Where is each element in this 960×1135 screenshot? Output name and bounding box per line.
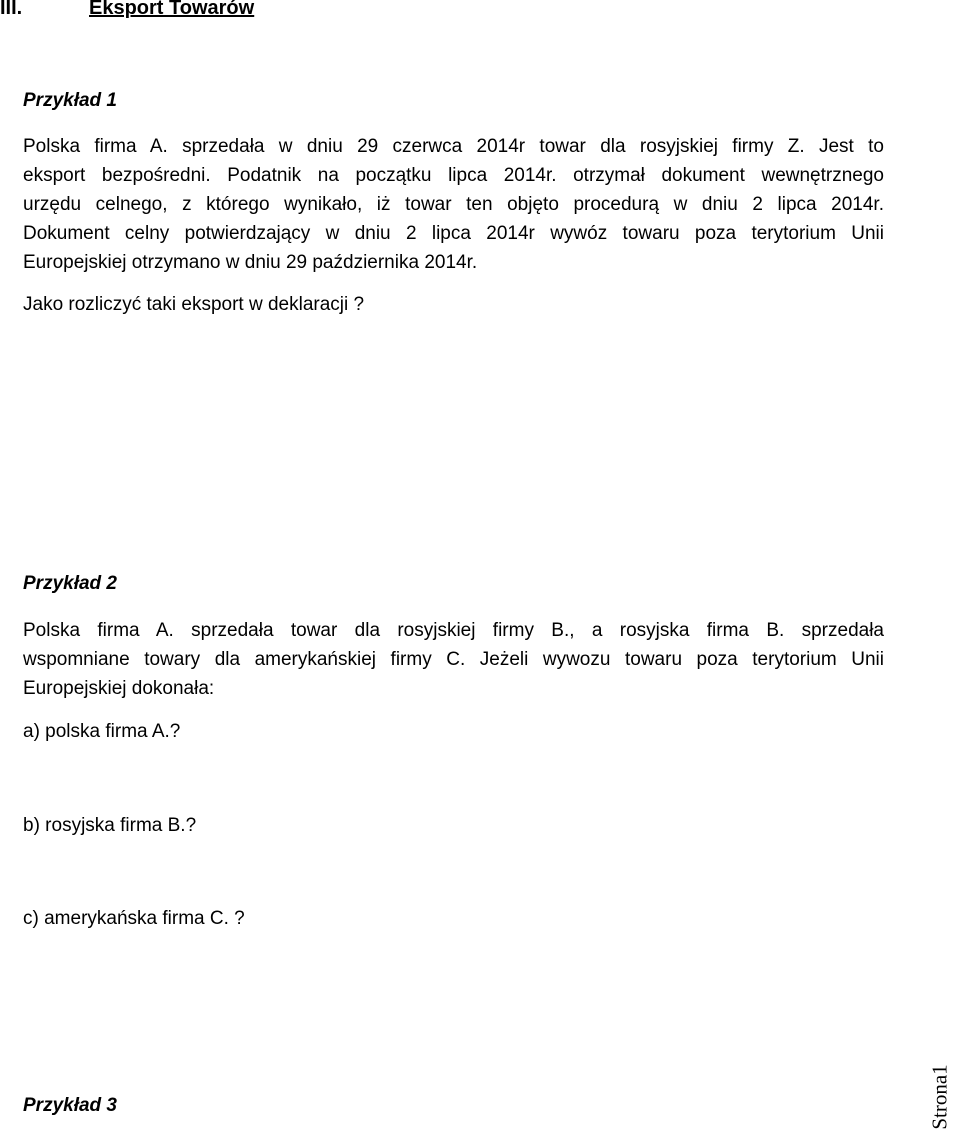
paragraph-line: eksport bezpośredni. Podatnik na początku lipca 2014r. otrzymał dokument wewnętrznego — [23, 165, 884, 186]
paragraph-line: Dokument celny potwierdzający w dniu 2 lipca 2014r wywóz towaru poza terytorium Unii — [23, 223, 884, 244]
page-number: Strona1 — [927, 1064, 952, 1130]
example-2-paragraph — [23, 616, 884, 703]
section-title: Eksport Towarów — [89, 0, 255, 19]
example-3-heading: Przykład 3 — [23, 1095, 117, 1116]
example-1-paragraph — [23, 132, 884, 277]
page-number-footer — [920, 1060, 960, 1135]
paragraph-line: Polska firma A. sprzedała w dniu 29 czerwca 2014r towar dla rosyjskiej firmy Z. Jest to — [23, 136, 884, 157]
example-2-heading: Przykład 2 — [23, 573, 117, 594]
paragraph-line: Polska firma A. sprzedała towar dla rosyjskiej firmy B., a rosyjska firma B. sprzedała — [23, 620, 884, 641]
paragraph-line: Europejskiej otrzymano w dniu 29 października 2014r. — [23, 252, 478, 273]
paragraph-line: Europejskiej dokonała: — [23, 678, 215, 699]
paragraph-line: wspomniane towary dla amerykańskiej firmy C. Jeżeli wywozu towaru poza terytorium Unii — [23, 649, 884, 670]
example-1-question: Jako rozliczyć taki eksport w deklaracji ? — [23, 294, 365, 315]
option-a: a) polska firma A.? — [23, 721, 181, 742]
option-b: b) rosyjska firma B.? — [23, 815, 197, 836]
section-number: III. — [0, 0, 23, 19]
option-c: c) amerykańska firma C. ? — [23, 908, 245, 929]
example-1-heading: Przykład 1 — [23, 90, 117, 111]
paragraph-line: urzędu celnego, z którego wynikało, iż towar ten objęto procedurą w dniu 2 lipca 2014r. — [23, 194, 884, 215]
